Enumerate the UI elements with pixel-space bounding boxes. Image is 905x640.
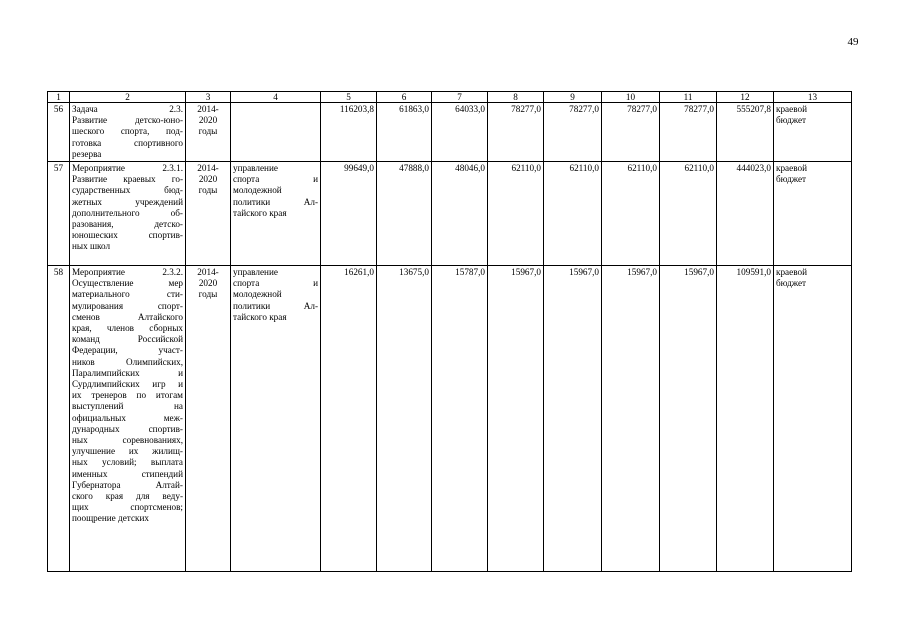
period-cell xyxy=(186,266,231,572)
cell-text-line: 2014- xyxy=(197,163,219,174)
cell-text-line: годы xyxy=(198,185,218,196)
value-cell: 16261,0 xyxy=(321,266,377,572)
cell-text-line: жетных учреждений xyxy=(72,196,183,207)
column-header: 7 xyxy=(432,92,488,103)
column-header: 13 xyxy=(774,92,852,103)
column-header: 3 xyxy=(186,92,231,103)
total-value-cell: 444023,0 xyxy=(717,162,774,266)
value-cell: 15967,0 xyxy=(660,266,717,572)
budget-table xyxy=(47,91,852,572)
table-row xyxy=(48,266,852,572)
executor-cell xyxy=(231,266,321,572)
cell-text-line: ского края для веду- xyxy=(72,491,183,502)
cell-text-line: 2020 xyxy=(198,278,218,289)
cell-text-line: бюджет xyxy=(776,278,807,289)
funding-source-cell xyxy=(774,103,852,162)
value-cell: 99649,0 xyxy=(321,162,377,266)
cell-text-line: Губернатора Алтай- xyxy=(72,479,183,490)
cell-text-line: бюджет xyxy=(776,115,807,126)
column-header: 4 xyxy=(231,92,321,103)
total-value-cell: 555207,8 xyxy=(717,103,774,162)
value-cell: 64033,0 xyxy=(432,103,488,162)
cell-text-line: Мероприятие 2.3.2. xyxy=(72,267,183,278)
cell-text-line: готовка спортивного xyxy=(72,137,183,148)
cell-text-line: бюджет xyxy=(776,174,807,185)
value-cell: 62110,0 xyxy=(544,162,602,266)
cell-text-line: щих спортсменов; xyxy=(72,502,183,513)
cell-text-line: юношеских спортив- xyxy=(72,230,183,241)
table-row xyxy=(48,103,852,162)
cell-text-line: ников Олимпийских, xyxy=(72,356,183,367)
value-cell: 13675,0 xyxy=(377,266,432,572)
cell-text-line: Задача 2.3. xyxy=(72,104,183,114)
cell-text-line: материального сти- xyxy=(72,289,183,300)
cell-text-line: управление xyxy=(233,267,278,278)
cell-text-line: 2014- xyxy=(197,267,219,278)
cell-text-line: спорта и xyxy=(233,174,318,185)
value-cell: 47888,0 xyxy=(377,162,432,266)
cell-text-line: шеского спорта, под- xyxy=(72,126,183,137)
cell-text-line: дународных спортив- xyxy=(72,423,183,434)
cell-text-line: ных соревнованиях, xyxy=(72,435,183,446)
activity-name-cell xyxy=(70,103,186,162)
cell-text-line: официальных меж- xyxy=(72,412,183,423)
funding-source-cell xyxy=(774,162,852,266)
cell-text-line: тайского края xyxy=(233,311,287,322)
value-cell: 48046,0 xyxy=(432,162,488,266)
cell-text-line: Развитие краевых го- xyxy=(72,174,183,185)
cell-text-line: сударственных бюд- xyxy=(72,185,183,196)
column-header: 2 xyxy=(70,92,186,103)
column-header: 12 xyxy=(717,92,774,103)
column-header: 1 xyxy=(48,92,70,103)
cell-text-line: мулирования спорт- xyxy=(72,300,183,311)
cell-text-line: сменов Алтайского xyxy=(72,311,183,322)
value-cell: 116203,8 xyxy=(321,103,377,162)
period-cell xyxy=(186,103,231,162)
column-header: 6 xyxy=(377,92,432,103)
funding-source-cell xyxy=(774,266,852,572)
row-number-cell: 57 xyxy=(48,162,70,266)
period-cell xyxy=(186,162,231,266)
value-cell: 62110,0 xyxy=(488,162,544,266)
cell-text-line: молодежной xyxy=(233,185,282,196)
value-cell: 15787,0 xyxy=(432,266,488,572)
row-number-cell: 56 xyxy=(48,103,70,162)
cell-text-line: краевой xyxy=(776,163,807,174)
activity-name-cell xyxy=(70,162,186,266)
activity-name-cell xyxy=(70,266,186,572)
cell-text-line: 2020 xyxy=(198,174,218,185)
cell-text-line: Паралимпийских и xyxy=(72,367,183,378)
value-cell: 78277,0 xyxy=(602,103,660,162)
cell-text-line: разования, детско- xyxy=(72,219,183,230)
value-cell: 78277,0 xyxy=(544,103,602,162)
cell-text-line: именных стипендий xyxy=(72,468,183,479)
cell-text-line: краевой xyxy=(776,104,807,114)
cell-text-line: управление xyxy=(233,163,278,174)
total-value-cell: 109591,0 xyxy=(717,266,774,572)
cell-text-line: молодежной xyxy=(233,289,282,300)
table-row xyxy=(48,162,852,266)
value-cell: 78277,0 xyxy=(660,103,717,162)
cell-text-line: Сурдлимпийских игр и xyxy=(72,379,183,390)
column-header: 5 xyxy=(321,92,377,103)
cell-text-line: поощрение детских xyxy=(72,513,149,524)
cell-text-line: 2020 xyxy=(198,115,218,126)
value-cell: 61863,0 xyxy=(377,103,432,162)
cell-text-line: Мероприятие 2.3.1. xyxy=(72,163,183,174)
cell-text-line: политики Ал- xyxy=(233,196,318,207)
cell-text-line: политики Ал- xyxy=(233,300,318,311)
value-cell: 78277,0 xyxy=(488,103,544,162)
value-cell: 15967,0 xyxy=(488,266,544,572)
cell-text-line: улучшение их жилищ- xyxy=(72,446,183,457)
column-header: 11 xyxy=(660,92,717,103)
cell-text-line: их тренеров по итогам xyxy=(72,390,183,401)
cell-text-line: ных школ xyxy=(72,241,111,252)
column-header: 8 xyxy=(488,92,544,103)
column-number-row xyxy=(48,92,852,103)
cell-text-line: ных условий; выплата xyxy=(72,457,183,468)
row-number-cell: 58 xyxy=(48,266,70,572)
cell-text-line: выступлений на xyxy=(72,401,183,412)
cell-text-line: Осуществление мер xyxy=(72,278,183,289)
value-cell: 62110,0 xyxy=(602,162,660,266)
cell-text-line: резерва xyxy=(72,148,102,159)
column-header: 10 xyxy=(602,92,660,103)
column-header: 9 xyxy=(544,92,602,103)
value-cell: 62110,0 xyxy=(660,162,717,266)
value-cell: 15967,0 xyxy=(602,266,660,572)
cell-text-line: 2014- xyxy=(197,104,219,114)
cell-text-line: края, членов сборных xyxy=(72,323,183,334)
cell-text-line: спорта и xyxy=(233,278,318,289)
cell-text-line: Федерации, участ- xyxy=(72,345,183,356)
cell-text-line: дополнительного об- xyxy=(72,207,183,218)
cell-text-line: команд Российской xyxy=(72,334,183,345)
executor-cell xyxy=(231,103,321,162)
cell-text-line: годы xyxy=(198,126,218,137)
page-number: 49 xyxy=(847,36,859,48)
executor-cell xyxy=(231,162,321,266)
cell-text-line: тайского края xyxy=(233,207,287,218)
cell-text-line: Развитие детско-юно- xyxy=(72,115,183,126)
value-cell: 15967,0 xyxy=(544,266,602,572)
cell-text-line: годы xyxy=(198,289,218,300)
cell-text-line: краевой xyxy=(776,267,807,278)
